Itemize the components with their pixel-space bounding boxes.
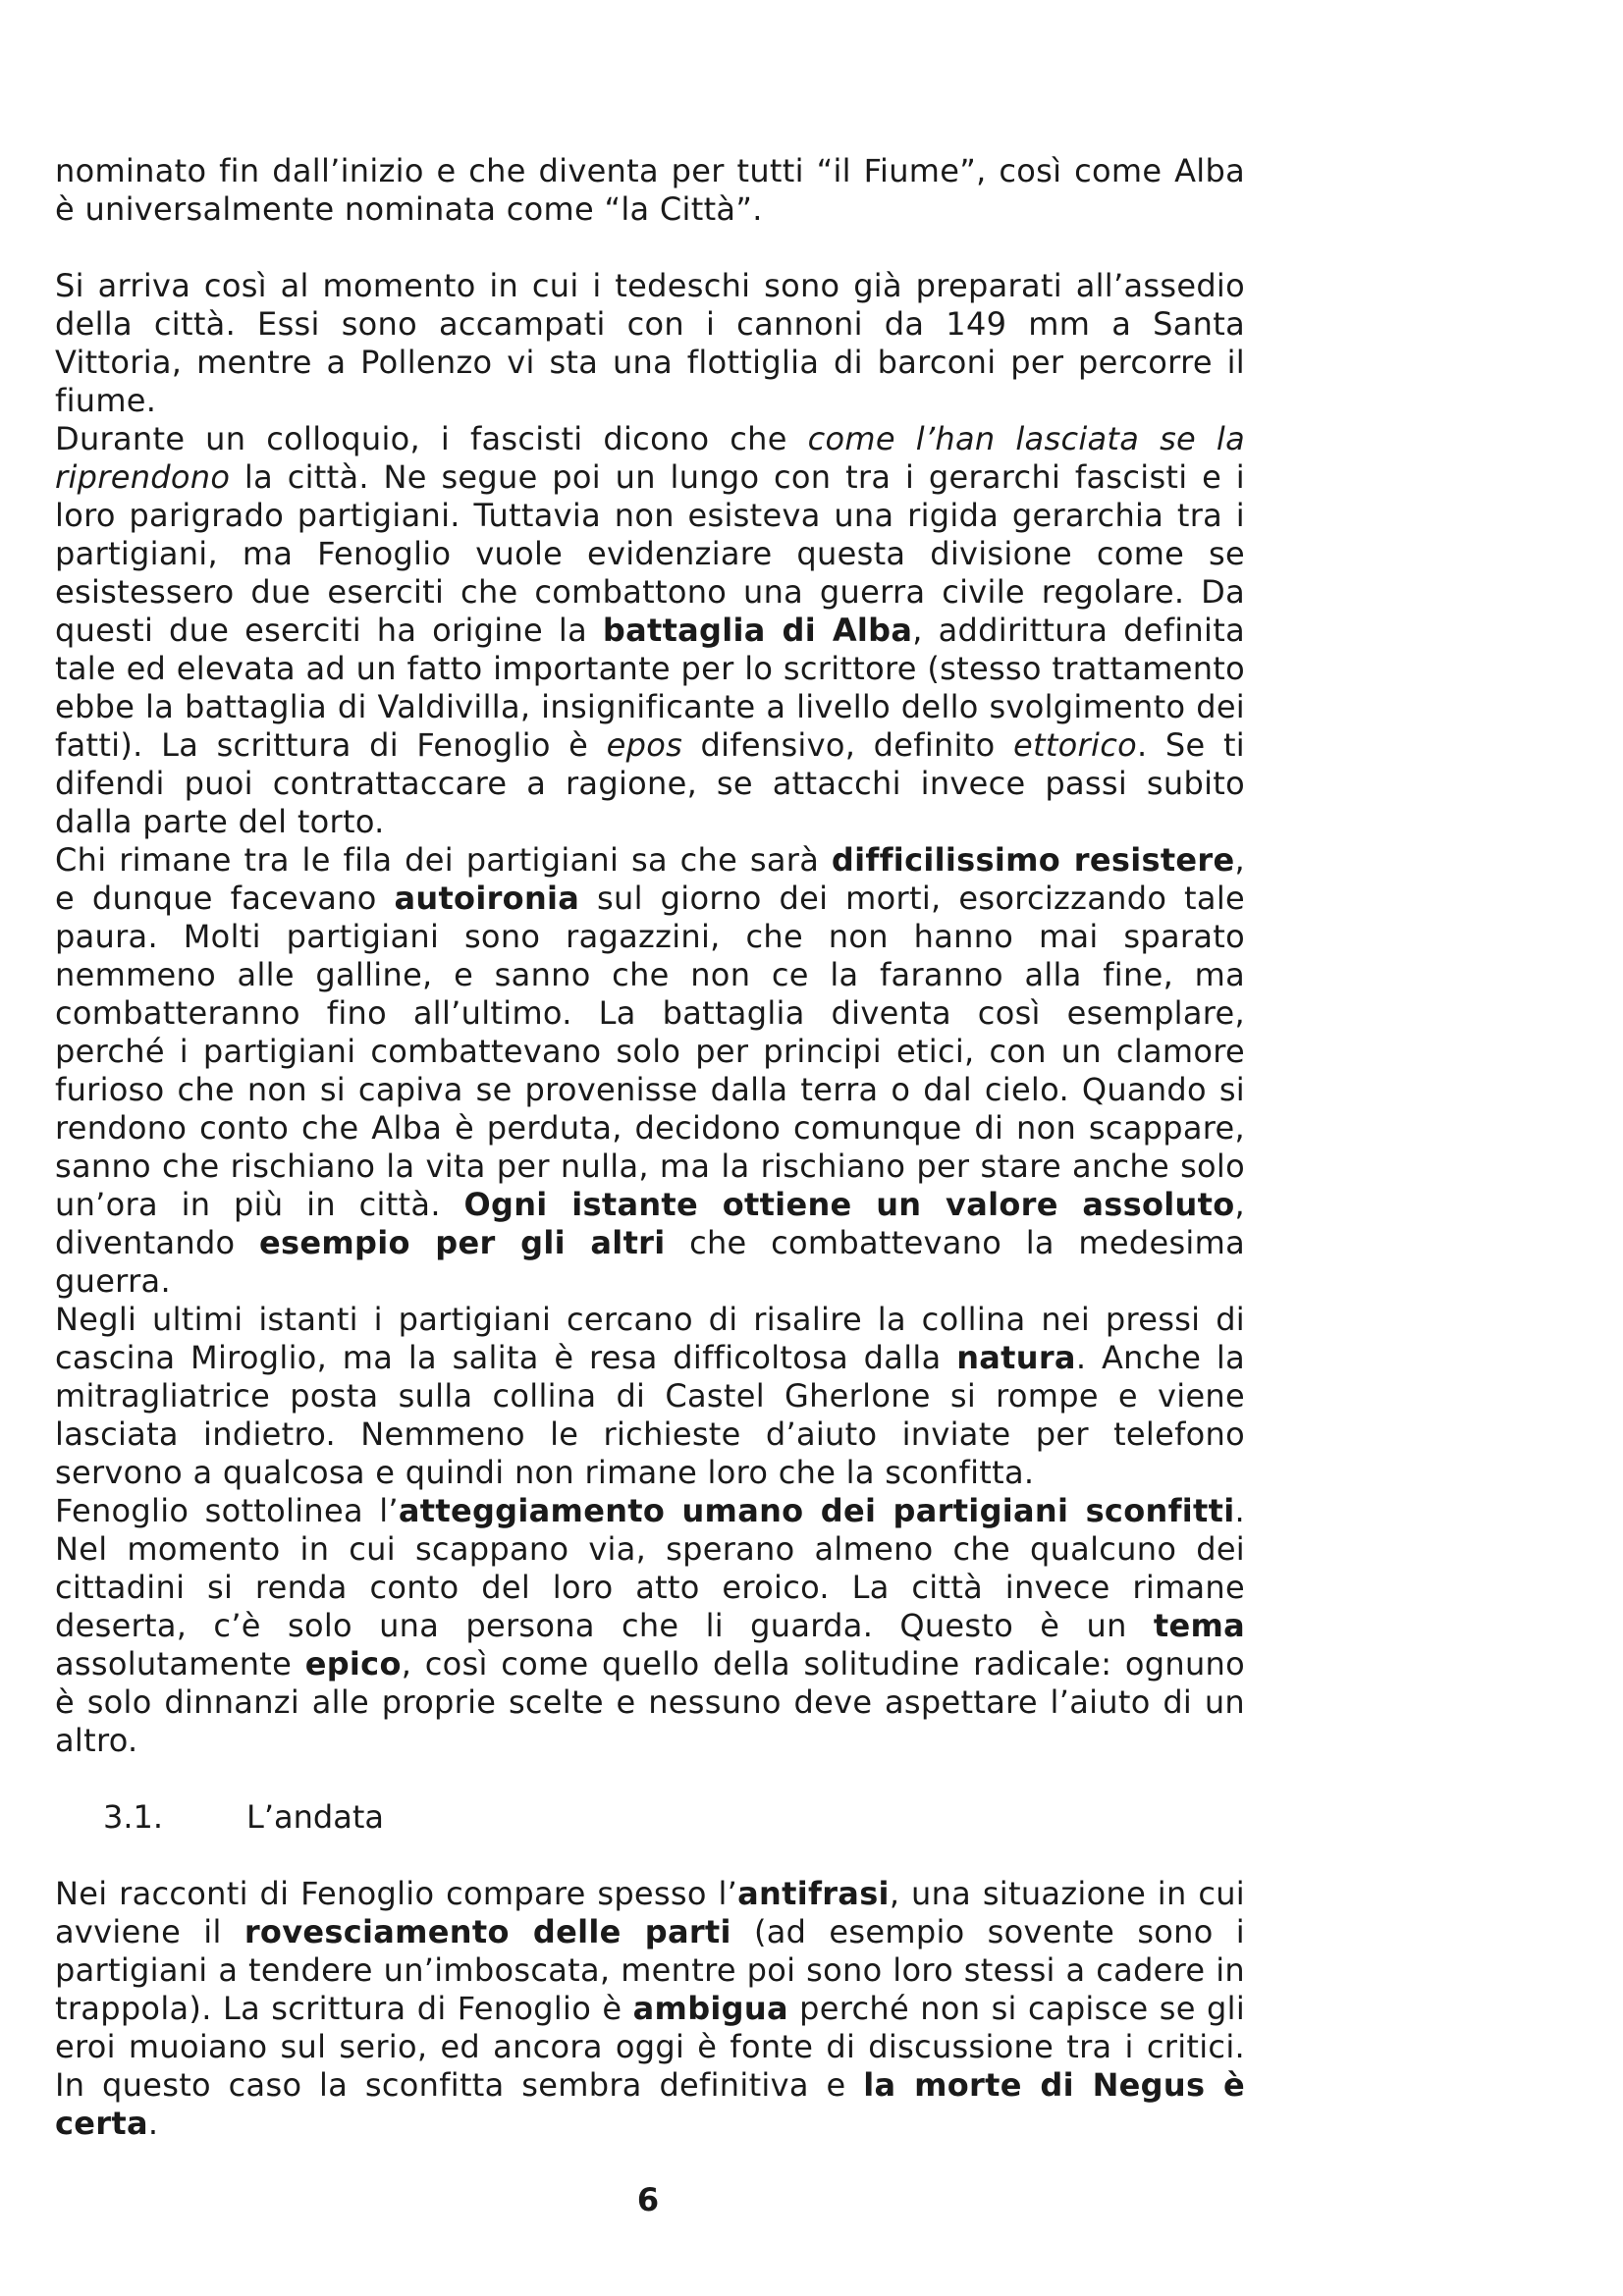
text-run: , diventando: [55, 1186, 1245, 1261]
text-run: assolutamente: [55, 1645, 305, 1682]
paragraph-1: [55, 152, 1245, 229]
text-run: , una situazione in cui avviene il: [55, 1875, 1245, 1950]
bold-text: natura: [956, 1339, 1076, 1376]
text-run: Durante un colloquio, i fascisti dicono che: [55, 420, 808, 457]
text-run: Nei racconti di Fenoglio compare spesso l’: [55, 1875, 738, 1912]
italic-text: ettorico: [1012, 726, 1137, 764]
bold-text: Ogni istante ottiene un valore assoluto: [463, 1186, 1235, 1223]
bold-text: tema: [1153, 1607, 1245, 1644]
section-number: 3.1.: [103, 1798, 164, 1836]
bold-text: rovesciamento delle parti: [243, 1913, 731, 1950]
text-run: nominato fin dall’inizio e che diventa per tutti “il Fiume”, così come Alba è universalmente nominata come “la Città”.: [55, 152, 1245, 228]
text-run: la città. Ne segue poi un lungo con tra i gerarchi fascisti e i loro parigrado partigiani. Tuttavia non esisteva una rigida gerarchia tra i partigiani, ma Fenoglio vuole evidenziare questa divisione come se esistessero due eserciti che combattono una guerra civile regolare. Da questi due eserciti ha origine la: [55, 458, 1245, 649]
paragraph-3: [55, 420, 1245, 841]
text-run: , addirittura definita tale ed elevata ad un fatto importante per lo scrittore (stesso trattamento ebbe la battaglia di Valdivilla, insignificante a livello dello svolgimento dei fatti). La scrittura di Fenoglio è: [55, 612, 1245, 764]
text-run: Chi rimane tra le fila dei partigiani sa che sarà: [55, 841, 832, 879]
document-page: [55, 152, 1245, 2143]
page-number: 6: [636, 2181, 660, 2218]
section-title: L’andata: [246, 1798, 384, 1836]
bold-text: battaglia di Alba: [602, 612, 913, 649]
paragraph-2: [55, 267, 1245, 420]
bold-text: antifrasi: [737, 1875, 890, 1912]
text-run: difensivo, definito: [682, 726, 1013, 764]
text-run: Fenoglio sottolinea l’: [55, 1492, 399, 1529]
text-run: . Se ti difendi puoi contrattaccare a ragione, se attacchi invece passi subito dalla parte del torto.: [55, 726, 1245, 840]
paragraph-4: [55, 841, 1245, 1301]
paragraph-5: [55, 1301, 1245, 1492]
bold-text: difficilissimo resistere: [831, 841, 1235, 879]
bold-text: ambigua: [632, 1990, 788, 2027]
text-run: Negli ultimi istanti i partigiani cercano di risalire la collina nei pressi di cascina Miroglio, ma la salita è resa difficoltosa dalla: [55, 1301, 1245, 1376]
bold-text: atteggiamento umano dei partigiani sconfitti: [398, 1492, 1235, 1529]
text-run: . Anche la mitragliatrice posta sulla collina di Castel Gherlone si rompe e viene lasciata indietro. Nemmeno le richieste d’aiuto inviate per telefono servono a qualcosa e quindi non rimane loro che la sconfitta.: [55, 1339, 1245, 1491]
section-heading: [55, 1798, 1245, 1837]
bold-text: esempio per gli altri: [259, 1224, 666, 1261]
text-run: Si arriva così al momento in cui i tedeschi sono già preparati all’assedio della città. Essi sono accampati con i cannoni da 149 mm a Santa Vittoria, mentre a Pollenzo vi sta una flottiglia di barconi per percorre il fiume.: [55, 267, 1245, 419]
paragraph-7: [55, 1875, 1245, 2143]
text-run: , e dunque facevano: [55, 841, 1246, 917]
bold-text: autoironia: [394, 880, 580, 917]
text-run: sul giorno dei morti, esorcizzando tale paura. Molti partigiani sono ragazzini, che non hanno mai sparato nemmeno alle galline, e sanno che non ce la faranno alla fine, ma combatteranno fino all’ultimo. La battaglia diventa così esemplare, perché i partigiani combattevano solo per principi etici, con un clamore furioso che non si capiva se provenisse dalla terra o dal cielo. Quando si rendono conto che Alba è perduta, decidono comunque di non scappare, sanno che rischiano la vita per nulla, ma la rischiano per stare anche solo un’ora in più in città.: [55, 880, 1245, 1223]
bold-text: epico: [304, 1645, 402, 1682]
text-run: , così come quello della solitudine radicale: ognuno è solo dinnanzi alle proprie scelte e nessuno deve aspettare l’aiuto di un altro.: [55, 1645, 1245, 1759]
italic-text: come l’han lasciata se la riprendono: [55, 420, 1246, 496]
text-run: che combattevano la medesima guerra.: [55, 1224, 1245, 1300]
bold-text: la morte di Negus è certa: [55, 2066, 1245, 2142]
paragraph-6: [55, 1492, 1245, 1760]
text-run: .: [147, 2105, 159, 2142]
text-run: perché non si capisce se gli eroi muoiano sul serio, ed ancora oggi è fonte di discussione tra i critici. In questo caso la sconfitta sembra definitiva e: [55, 1990, 1246, 2104]
italic-text: epos: [606, 726, 683, 764]
text-run: . Nel momento in cui scappano via, sperano almeno che qualcuno dei cittadini si renda conto del loro atto eroico. La città invece rimane deserta, c’è solo una persona che li guarda. Questo è un: [55, 1492, 1246, 1644]
text-run: (ad esempio sovente sono i partigiani a tendere un’imboscata, mentre poi sono loro stessi a cadere in trappola). La scrittura di Fenoglio è: [55, 1913, 1245, 2027]
